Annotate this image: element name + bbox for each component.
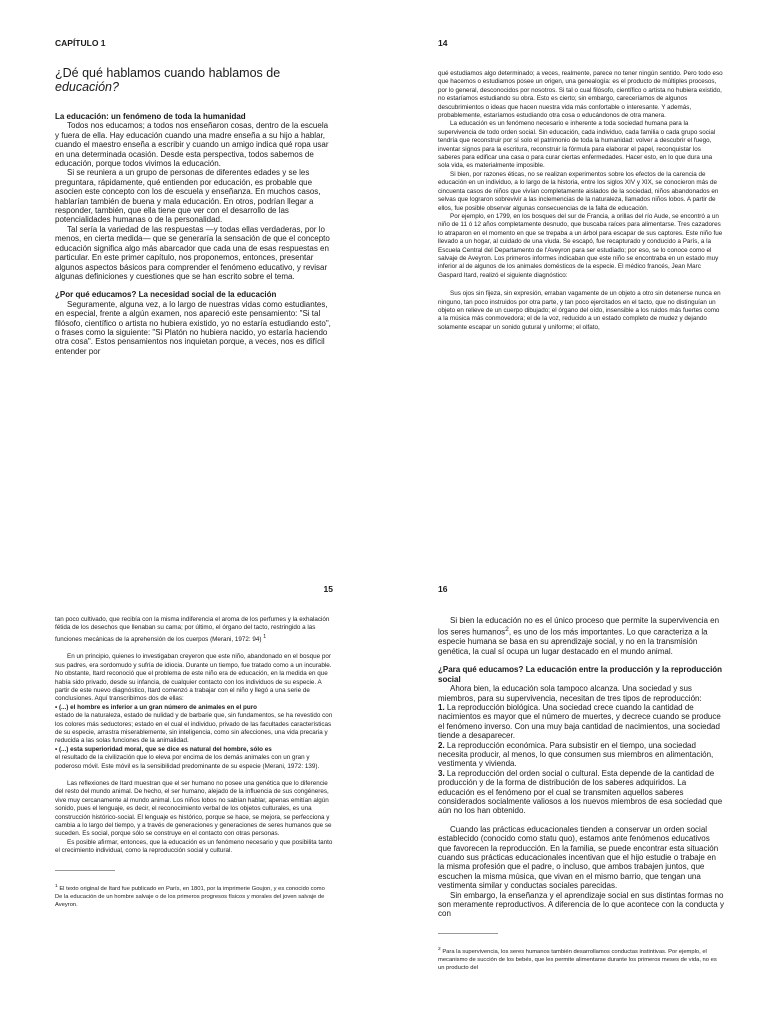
section-heading: ¿Para qué educamos? La educación entre la producción y la reproducción social: [438, 665, 723, 684]
quote-continuation: [55, 616, 333, 644]
footnote-rule: [438, 933, 498, 934]
item-text: La reproducción económica. Para subsistir en el tiempo, una sociedad necesita producir, al menos, lo que consumen sus miembros en alimentación, vestimenta y vivienda.: [438, 740, 714, 769]
footnote: [438, 946, 724, 972]
bullet-text: el resultado de la civilización que lo eleva por encima de los demás animales con un gran y poderoso móvil. Este móvil es la sensibilidad predominante de su especie (Merani, 1972: 139).: [55, 754, 320, 770]
page-16: [438, 584, 724, 1020]
paragraph: Sin embargo, la enseñanza y el aprendizaje social en sus distintas formas no son meramente reproductivos. A diferencia de lo que acontece con la conducta y con: [438, 890, 724, 919]
item-text: La reproducción biológica. Una sociedad crece cuando la cantidad de nacimientos es mayor que el número de muertes, y decrece cuando se produce el fenómeno inverso. Con una muy baja cantidad de nacimientos, una sociedad tiende a desaparecer.: [438, 702, 721, 741]
bullet-item: [55, 746, 333, 771]
chapter-title-line1: ¿Dé qué hablamos cuando hablamos de: [55, 66, 281, 80]
paragraph: Si se reuniera a un grupo de personas de diferentes edades y se les preguntara, rápidamente, qué entienden por educación, es probable que asocien este concepto con los de escuela y enseñanza. En muchos casos, hablarían también de buena y mala educación. En otros, podrían llegar a responder, también, que ella tiene que ver con el desarrollo de las potencialidades humanas o de la personalidad.: [55, 168, 321, 225]
page-number: 16: [438, 584, 448, 594]
paragraph: Por ejemplo, en 1799, en los bosques del sur de Francia, a orillas del río Aude, se encontró a un niño de 11 ó 12 años completamente desnudo, que buscaba raíces para alimentarse. Tres cazadores lo atraparon en el momento en que se trepaba a un árbol para escapar de sus captores. Este niño fue llevado a un hogar, al cuidado de una viuda. Se escapó, fue recapturado y conducido a París, a la Escuela Central del Departamento de l'Aveyron para ser estudiado; por eso, se lo conoce como el salvaje de Aveyron. Los primeros informes indicaban que este niño se encontraba en un estado muy inferior al de algunos de los animales domésticos de la especie. El médico francés, Jean Marc Gaspard Itard, realizó el siguiente diagnóstico:: [438, 212, 723, 279]
page-number: 15: [323, 584, 333, 594]
page-body: [55, 616, 333, 856]
paragraph: Es posible afirmar, entonces, que la educación es un fenómeno necesario y que posibilita tanto el crecimiento individual, como la reproducción social y cultural.: [55, 838, 333, 855]
paragraph: Ahora bien, la educación sola tampoco alcanza. Una sociedad y sus miembros, para su supervivencia, necesitan de tres tipos de reproducción:: [438, 684, 702, 703]
bullet-text: estado de la naturaleza, estado de nulidad y de barbarie que, sin fundamentos, se ha revestido con los colores más seductores; estado en el cual el individuo, privado de las facultades características de su especie, arrastra miserablemente, sin inteligencia, como sin afecciones, una vida precaria y reducida a las solas funciones de la animalidad.: [55, 712, 333, 745]
chapter-title: [55, 66, 333, 94]
footnote-ref: 1: [263, 633, 267, 640]
paragraph: La educación es un fenómeno necesario e inherente a toda sociedad humana para la supervivencia de todo orden social. Sin educación, cada individuo, cada familia o cada grupo social tendría que reconstruir por sí solo el patrimonio de toda la humanidad: volver a descubrir el fuego, inventar signos para la escritura, reconstruir la fórmula para elaborar el papel, reconquistar los saberes para edificar una casa o para curar ciertas enfermedades. Hacer esto, en lo que dura una sola vida, es materialmente imposible.: [438, 120, 716, 170]
section-heading: ¿Por qué educamos? La necesidad social de la educación: [55, 290, 277, 300]
numbered-item: [438, 741, 724, 769]
paragraph: Cuando las prácticas educacionales tienden a conservar un orden social establecido (conocido como statu quo), estamos ante fenómenos educativos que favorecen la reproducción. En la familia, se puede encontrar esta situación cuando sus prácticas educacionales incentivan que el hijo estudie o trabaje en la misma profesión que el padre, o incluso, que ambos trabajen juntos, que escuchen la misma música, que vivan en el mismo barrio, que tengan una vestimenta similar y conductas sociales parecidas.: [438, 824, 719, 891]
footnote-text: El texto original de Itard fue publicado en París, en 1801, por la imprimerie Goujon, y es conocido como De la educación de un hombre salvaje o de los primeros progresos físicos y morales del joven salvaje de Aveyron.: [55, 885, 325, 908]
page-14: [438, 38, 724, 508]
footnote-text: Para la supervivencia, los seres humanos también desarrollamos conductas instintivas. Por ejemplo, el mecanismo de succión de los bebés, que les permite alimentarse durante los primeros meses de vida, no es un producto del: [438, 948, 717, 971]
paragraph: [438, 616, 724, 656]
paragraph: Seguramente, alguna vez, a lo largo de nuestras vidas como estudiantes, en especial, frente a algún examen, nos apareció este pensamiento: "Si tal filósofo, científico o artista no hubiera existido, yo no estaría estudiando esto", o frases como la siguiente: "Si Platón no hubiera nacido, yo estaría haciendo otra cosa". Estos pensamientos nos inquietan porque, a veces, nos es difícil entender por: [55, 299, 331, 356]
footnote-ref: 2: [505, 626, 509, 634]
item-number: 3.: [438, 768, 445, 778]
page-15: [55, 584, 333, 1020]
footnote-rule: [55, 870, 115, 871]
paragraph: qué estudiamos algo determinado; a veces, realmente, parece no tener ningún sentido. Pero todo eso que hacemos o estudiamos posee un origen, una genealogía: es el producto de múltiples procesos, por lo general, desconocidos por nosotros. Si tal o cual filósofo, científico o artista no hubiera existido, no estaríamos estudiando su obra. Esto es cierto; sin embargo, careceríamos de algunos descubrimientos o ideas que hacen nuestra vida más confortable o interesante. Y además, probablemente, estaríamos estudiando otra cosa o educándonos de otra manera.: [438, 70, 723, 120]
bullet-lead: • (...) el hombre es inferior a un gran número de animales en el puro: [55, 703, 257, 711]
numbered-item: [438, 703, 724, 741]
footnote-mark: 1: [55, 883, 58, 889]
paragraph: Tal sería la variedad de las respuestas —y todas ellas verdaderas, por lo menos, en cierta medida— que se generaría la sensación de que el concepto educación significa algo más abarcador que cada una de esas respuestas en particular. En este primer capítulo, nos proponemos, entonces, presentar algunos aspectos básicos para comprender el fenómeno educativo, y revisar algunas definiciones y cuestiones que se han escrito sobre el tema.: [55, 224, 330, 281]
bullet-lead: • (...) esta superioridad moral, que se dice es natural del hombre, sólo es: [55, 745, 272, 753]
quote-text: tan poco cultivado, que recibía con la misma indiferencia el aroma de los perfumes y la exhalación fétida de los desechos que llenaban su cama; por último, el órgano del tacto, restringido a las funciones mecánicas de la aprehensión de los cuerpos (Merani, 1972: 94): [55, 616, 330, 643]
paragraph: Si bien, por razones éticas, no se realizan experimentos sobre los efectos de la carencia de educación en un individuo, a lo largo de la historia, entre los siglos XIV y XIX, se conocieron más de cincuenta casos de niños que vivían completamente aislados de la sociedad, niños abandonados en selvas que lograron sobrevivir a las inclemencias de la naturaleza, llamados niños lobos. A partir de ellos, fue posible observar algunas consecuencias de la falta de educación.: [438, 170, 719, 212]
paragraph: Las reflexiones de Itard muestran que el ser humano no posee una genética que lo diferencie del resto del mundo animal. De hecho, el ser humano, alejado de la influencia de sus congéneres, vive muy cercanamente al mundo animal. Los niños lobos no sabían hablar, apenas emitían algún sonido, pues el lenguaje, es decir, el reconocimiento verbal de los objetos culturales, es una construcción histórico-social. El lenguaje es histórico, porque se hace, se mejora, se perfecciona y cambia a lo largo del tiempo, y a través de generaciones y generaciones de seres humanos que se suceden. Es social, porque sólo se construye en el contacto con otras personas.: [55, 780, 332, 838]
chapter-label: CAPÍTULO 1: [55, 38, 106, 48]
item-text: La reproducción del orden social o cultural. Esta depende de la cantidad de producción y de la forma de distribución de los saberes adquiridos. La educación es el fenómeno por el cual se transmiten aquellos saberes considerados socialmente valiosos a los nuevos miembros de esa sociedad que aún no los han obtenido.: [438, 768, 723, 816]
item-number: 2.: [438, 740, 445, 750]
section-heading: La educación: un fenómeno de toda la humanidad: [55, 112, 246, 121]
paragraph-text: , es uno de los más importantes. Lo que caracteriza a la especie humana se basa en su aprendizaje social, y no en la transmisión genética, la cual sí ocupa un lugar destacado en el mundo animal.: [438, 628, 708, 656]
item-number: 1.: [438, 702, 445, 712]
page-body: [438, 70, 724, 280]
numbered-item: [438, 769, 724, 816]
paragraph: Todos nos educamos; a todos nos enseñaron cosas, dentro de la escuela y fuera de ella. Hay educación cuando una madre enseña a su hijo a hablar, cuando el maestro enseña a escribir y cuando un amigo indica qué ropa usar en una determinada ocasión. Desde esta perspectiva, todos sabemos de educación, porque todos vivimos la educación.: [55, 121, 329, 169]
paragraph: En un principio, quienes lo investigaban creyeron que este niño, abandonado en el bosque por sus padres, era sordomudo y sufría de idiocia. Durante un tiempo, fue tratado como a un incurable. No obstante, Itard reconoció que el problema de este niño era de educación, en la medida en que había sido privado, desde su infancia, de cualquier contacto con los individuos de su especie. A partir de este nuevo diagnóstico, Itard comenzó a trabajar con el niño y llegó a una serie de conclusiones. Aquí transcribimos dos de ellas:: [55, 653, 332, 703]
block-quote: Sus ojos sin fijeza, sin expresión, erraban vagamente de un objeto a otro sin detenerse nunca en ninguno, tan poco instruidos por otra parte, y tan poco ejercitados en el tacto, que no distinguían un objeto en relieve de un cuerpo dibujado; el órgano del oído, insensible a los ruidos más fuertes como a la música más conmovedora; el de la voz, reducido a un estado completo de mudez y dejando solamente escapar un sonido gutural y uniforme; el olfato,: [438, 290, 721, 331]
page-number: 14: [438, 38, 448, 48]
page-13: [55, 38, 333, 508]
footnote: [55, 883, 333, 909]
footnote-mark: 2: [438, 946, 441, 952]
paragraph-text: Si bien la educación no es el único proceso que permite la supervivencia en los seres humanos: [438, 616, 720, 638]
chapter-title-line2: educación?: [55, 80, 119, 94]
bullet-item: [55, 704, 333, 746]
